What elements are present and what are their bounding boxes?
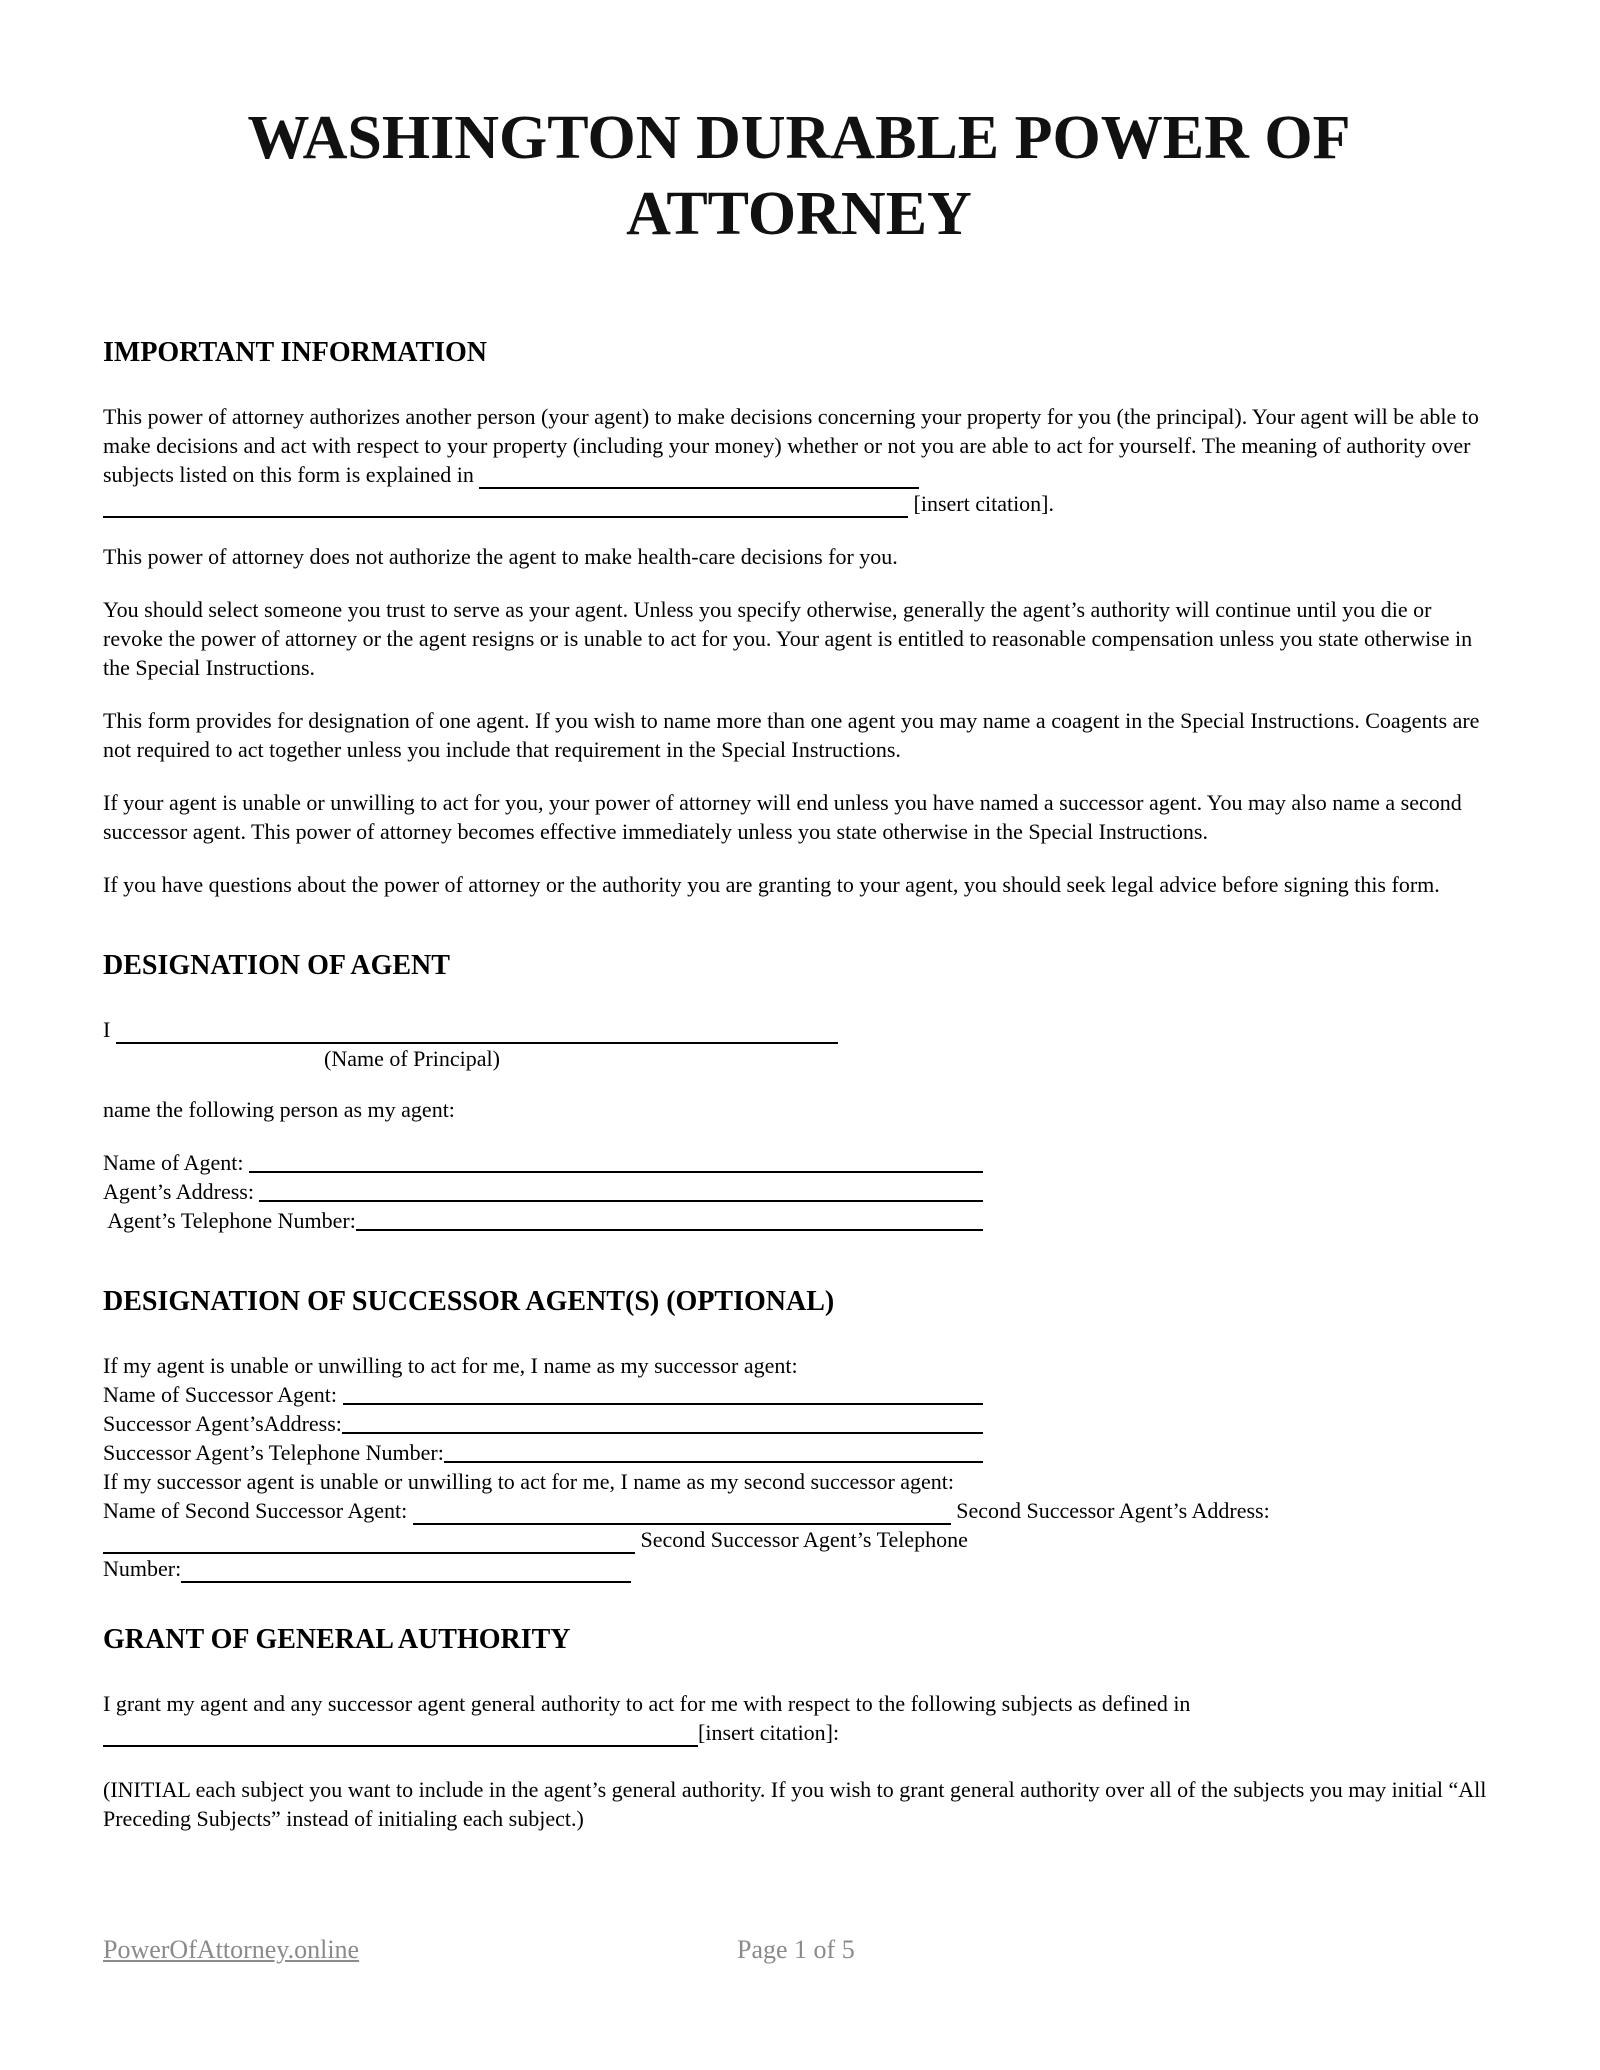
agent-name-label: Name of Agent: [103, 1150, 250, 1175]
second-successor-intro: If my successor agent is unable or unwilling to act for me, I name as my second successor agent: [103, 1469, 955, 1494]
successor-address-row [103, 1409, 983, 1438]
second-successor-phone-blank [181, 1559, 631, 1583]
successor-address-blank [342, 1409, 983, 1434]
agent-name-blank [249, 1148, 983, 1173]
paragraph-authorization [103, 402, 1495, 489]
principal-prefix: I [103, 1017, 116, 1042]
agent-phone-row [103, 1206, 983, 1235]
agent-phone-label: Agent’s Telephone Number: [103, 1208, 356, 1233]
paragraph-healthcare: This power of attorney does not authorize the agent to make health-care decisions for you. [103, 544, 898, 569]
successor-name-row [103, 1380, 983, 1409]
document-title: WASHINGTON DURABLE POWER OF ATTORNEY [247, 104, 1351, 248]
agent-address-row [103, 1177, 983, 1206]
second-successor-phone-line [103, 1554, 1495, 1583]
agent-name-row [103, 1148, 983, 1177]
second-successor-name-line [103, 1496, 1495, 1525]
second-successor-address-label: Second Successor Agent’s Address: [956, 1498, 1270, 1523]
second-successor-phone-label-2: Number: [103, 1556, 182, 1581]
citation-blank-line-2 [103, 494, 908, 518]
section-heading-designation-of-agent: DESIGNATION OF AGENT [103, 950, 450, 981]
successor-phone-row [103, 1438, 983, 1467]
insert-citation-label: [insert citation]. [908, 491, 1055, 516]
paragraph-citation-line [103, 489, 1495, 518]
citation-blank-line-1 [479, 465, 919, 489]
initial-instructions: (INITIAL each subject you want to include in the agent’s general authority. If you wish to grant general authority over all of the subjects you may initial “All Preceding Subjects” instead of initialing each subject.) [103, 1777, 1487, 1831]
grant-citation-blank [103, 1723, 698, 1747]
principal-name-blank [116, 1020, 838, 1044]
page-number: Page 1 of 5 [737, 1935, 855, 1964]
paragraph-select-agent: You should select someone you trust to serve as your agent. Unless you specify otherwise, generally the agent’s authority will continue until you die or revoke the power of attorney or the agent resigns or is unable to act for you. Your agent is entitled to reasonable compensation unless you state otherwise in the Special Instructions. [103, 597, 1473, 680]
second-successor-phone-label-1: Second Successor Agent’s Telephone [635, 1527, 968, 1552]
grant-intro: I grant my agent and any successor agent general authority to act for me with respect to the following subjects as defined in [103, 1691, 1191, 1716]
successor-phone-label: Successor Agent’s Telephone Number: [103, 1440, 444, 1465]
successor-name-blank [343, 1380, 984, 1405]
successor-intro: If my agent is unable or unwilling to act for me, I name as my successor agent: [103, 1353, 798, 1378]
agent-address-label: Agent’s Address: [103, 1179, 260, 1204]
footer-website-link[interactable]: PowerOfAttorney.online [103, 1935, 360, 1964]
second-successor-name-blank [413, 1501, 951, 1525]
paragraph-successor: If your agent is unable or unwilling to act for you, your power of attorney will end unless you have named a successor agent. You may also name a second successor agent. This power of attorney becomes effective immediately unless you state otherwise in the Special Instructions. [103, 790, 1462, 844]
grant-citation-line [103, 1718, 1495, 1747]
section-heading-grant-of-authority: GRANT OF GENERAL AUTHORITY [103, 1624, 571, 1655]
successor-phone-blank [444, 1438, 983, 1463]
page-footer [103, 1934, 1495, 1966]
successor-name-label: Name of Successor Agent: [103, 1382, 343, 1407]
section-heading-designation-of-successor: DESIGNATION OF SUCCESSOR AGENT(S) (OPTIONAL) [103, 1286, 835, 1317]
paragraph-authorization-text: This power of attorney authorizes another person (your agent) to make decisions concerning your property for you (the principal). Your agent will be able to make decisions and act with respect to your property (including your money) whether or not you are able to act for yourself. The meaning of authority over subjects listed on this form is explained in [103, 404, 1479, 487]
principal-name-line [103, 1015, 1495, 1044]
agent-intro: name the following person as my agent: [103, 1097, 455, 1122]
principal-caption: (Name of Principal) [324, 1046, 500, 1071]
paragraph-questions: If you have questions about the power of attorney or the authority you are granting to your agent, you should seek legal advice before signing this form. [103, 872, 1440, 897]
grant-citation-label: [insert citation]: [698, 1720, 840, 1745]
second-successor-address-line [103, 1525, 1495, 1554]
paragraph-one-agent: This form provides for designation of one agent. If you wish to name more than one agent you may name a coagent in the Special Instructions. Coagents are not required to act together unless you include that requirement in the Special Instructions. [103, 708, 1480, 762]
second-successor-name-label: Name of Second Successor Agent: [103, 1498, 413, 1523]
agent-phone-blank [356, 1206, 983, 1231]
agent-address-blank [259, 1177, 983, 1202]
successor-address-label: Successor Agent’sAddress: [103, 1411, 342, 1436]
section-heading-important-information: IMPORTANT INFORMATION [103, 337, 488, 368]
second-successor-address-blank [103, 1530, 635, 1554]
